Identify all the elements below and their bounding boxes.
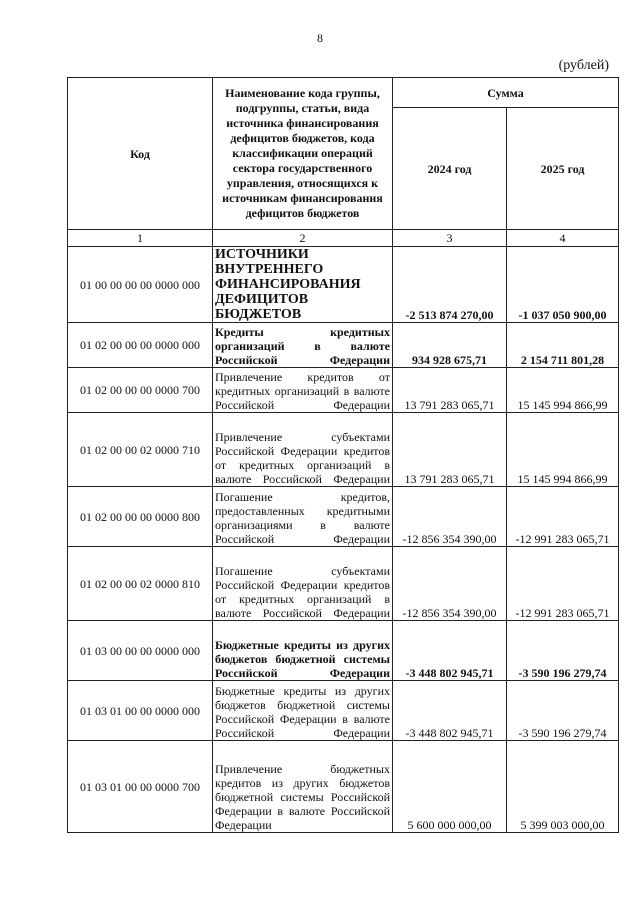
row-amount-2024: 13 791 283 065,71 — [393, 413, 507, 487]
row-amount-2025: -1 037 050 900,00 — [507, 247, 619, 323]
header-sum: Сумма — [393, 78, 619, 108]
row-amount-2024: -2 513 874 270,00 — [393, 247, 507, 323]
row-amount-2024: -12 856 354 390,00 — [393, 547, 507, 621]
column-number: 2 — [213, 230, 393, 247]
row-code: 01 02 00 00 00 0000 700 — [68, 368, 213, 413]
row-amount-2025: 15 145 994 866,99 — [507, 413, 619, 487]
header-year-2025: 2025 год — [507, 108, 619, 230]
row-amount-2025: -3 590 196 279,74 — [507, 681, 619, 741]
header-code: Код — [68, 78, 213, 230]
row-amount-2025: 15 145 994 866,99 — [507, 368, 619, 413]
row-amount-2025: 5 399 003 000,00 — [507, 741, 619, 833]
table-row — [68, 621, 619, 681]
table-row — [68, 741, 619, 833]
table-row — [68, 247, 619, 323]
row-name: Бюджетные кредиты из других бюджетов бюджетной системы Российской Федерации в валюте Российской Федерации — [213, 681, 393, 741]
row-amount-2025: -12 991 283 065,71 — [507, 487, 619, 547]
header-year-2024: 2024 год — [393, 108, 507, 230]
row-amount-2024: -3 448 802 945,71 — [393, 621, 507, 681]
row-amount-2024: 5 600 000 000,00 — [393, 741, 507, 833]
row-amount-2024: -12 856 354 390,00 — [393, 487, 507, 547]
row-code: 01 02 00 00 00 0000 000 — [68, 323, 213, 368]
column-numbers-row — [68, 230, 619, 247]
row-code: 01 02 00 00 02 0000 810 — [68, 547, 213, 621]
row-name: Привлечение кредитов от кредитных организаций в валюте Российской Федерации — [213, 368, 393, 413]
table-row — [68, 413, 619, 487]
header-name: Наименование кода группы, подгруппы, статьи, вида источника финансирования дефицитов бюджетов, кода классификации операций сектора государственного управления, относящихся к источникам финансирования дефицитов бюджетов — [213, 78, 393, 230]
row-code: 01 00 00 00 00 0000 000 — [68, 247, 213, 323]
row-code: 01 03 01 00 00 0000 000 — [68, 681, 213, 741]
row-amount-2025: -3 590 196 279,74 — [507, 621, 619, 681]
row-code: 01 02 00 00 00 0000 800 — [68, 487, 213, 547]
column-number: 4 — [507, 230, 619, 247]
row-amount-2025: -12 991 283 065,71 — [507, 547, 619, 621]
row-name: Привлечение субъектами Российской Федерации кредитов от кредитных организаций в валюте Российской Федерации — [213, 413, 393, 487]
header-row — [68, 78, 619, 108]
row-name: Погашение субъектами Российской Федерации кредитов от кредитных организаций в валюте Российской Федерации — [213, 547, 393, 621]
row-name: Кредиты кредитных организаций в валюте Российской Федерации — [213, 323, 393, 368]
table-row — [68, 368, 619, 413]
row-amount-2024: 13 791 283 065,71 — [393, 368, 507, 413]
row-code: 01 02 00 00 02 0000 710 — [68, 413, 213, 487]
row-amount-2025: 2 154 711 801,28 — [507, 323, 619, 368]
table-row — [68, 487, 619, 547]
page-number: 8 — [317, 31, 323, 45]
column-number: 3 — [393, 230, 507, 247]
row-name: Бюджетные кредиты из других бюджетов бюджетной системы Российской Федерации — [213, 621, 393, 681]
budget-sources-table — [67, 77, 619, 833]
row-amount-2024: 934 928 675,71 — [393, 323, 507, 368]
table-row — [68, 547, 619, 621]
units-label: (рублей) — [558, 58, 609, 73]
row-code: 01 03 01 00 00 0000 700 — [68, 741, 213, 833]
row-name: ИСТОЧНИКИ ВНУТРЕННЕГО ФИНАНСИРОВАНИЯ ДЕФИЦИТОВ БЮДЖЕТОВ — [213, 247, 393, 323]
table-row — [68, 681, 619, 741]
row-amount-2024: -3 448 802 945,71 — [393, 681, 507, 741]
row-name: Погашение кредитов, предоставленных кредитными организациями в валюте Российской Федерации — [213, 487, 393, 547]
column-number: 1 — [68, 230, 213, 247]
row-code: 01 03 00 00 00 0000 000 — [68, 621, 213, 681]
row-name: Привлечение бюджетных кредитов из других бюджетов бюджетной системы Российской Федерации в валюте Российской Федерации — [213, 741, 393, 833]
table-row — [68, 323, 619, 368]
